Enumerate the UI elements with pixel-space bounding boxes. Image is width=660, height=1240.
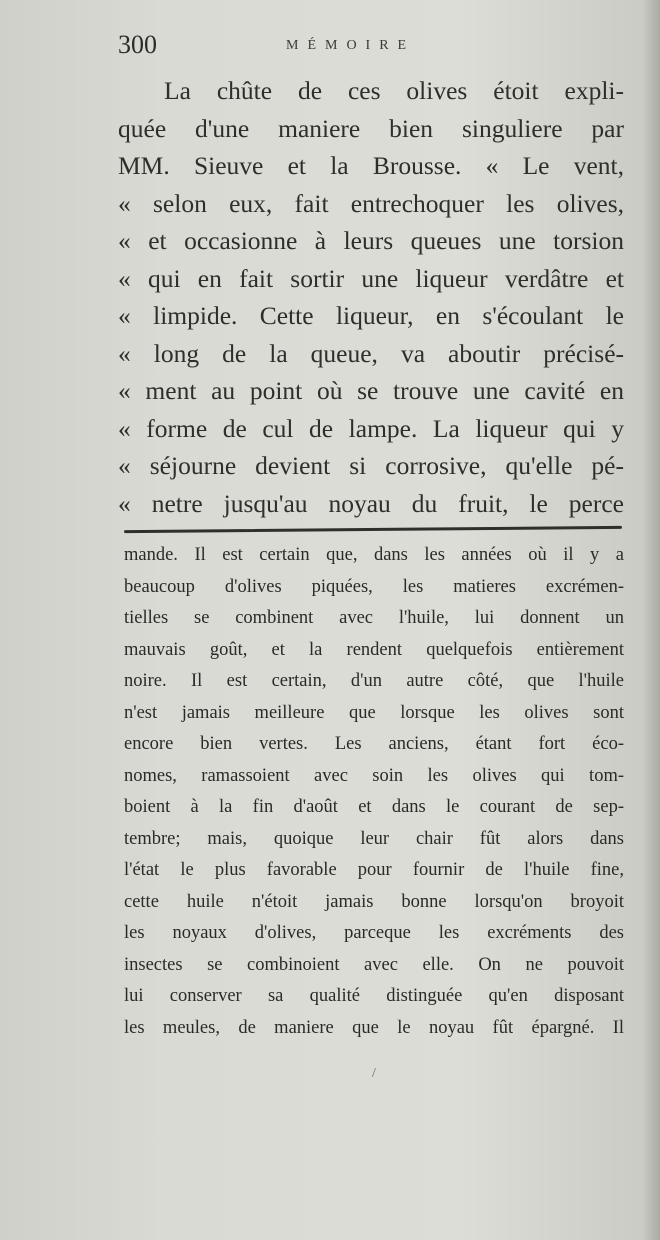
text-line: « qui en fait sortir une liqueur verdâtre et: [118, 263, 624, 293]
footnote-line: mauvais goût, et la rendent quelquefois entièrement: [124, 639, 624, 660]
text-line: « limpide. Cette liqueur, en s'écoulant le: [118, 301, 624, 330]
text-line: « long de la queue, va aboutir précisé-: [118, 338, 624, 368]
stray-ink-mark: /: [372, 1066, 376, 1081]
main-text: [118, 72, 624, 522]
footnote-line: mande. Il est certain que, dans les années où il y a: [124, 545, 624, 565]
footnote-line: l'état le plus favorable pour fournir de l'huile fine,: [124, 860, 624, 880]
text-line: « forme de cul de lampe. La liqueur qui y: [118, 413, 624, 443]
text-line: MM. Sieuve et la Brousse. « Le vent,: [118, 151, 624, 180]
text-line: « selon eux, fait entrechoquer les olives,: [118, 188, 624, 218]
footnote-line: beaucoup d'olives piquées, les matieres excrémen-: [124, 576, 624, 597]
footnote-line: nomes, ramassoient avec soin les olives qui tom-: [124, 765, 624, 786]
footnote-line: cette huile n'étoit jamais bonne lorsqu'on broyoit: [124, 891, 624, 912]
page-header: [118, 30, 638, 64]
text-line: quée d'une maniere bien singuliere par: [118, 113, 624, 143]
footnote-line: les noyaux d'olives, parceque les excréments des: [124, 923, 624, 943]
footnote-line: insectes se combinoient avec elle. On ne pouvoit: [124, 954, 624, 975]
footnote-line: n'est jamais meilleure que lorsque les olives sont: [124, 702, 624, 723]
text-line: « et occasionne à leurs queues une torsion: [118, 226, 624, 255]
footnote-line: noire. Il est certain, d'un autre côté, que l'huile: [124, 671, 624, 691]
footnote-text: [124, 540, 624, 1044]
footnote-line: encore bien vertes. Les anciens, étant fort éco-: [124, 734, 624, 754]
text-line: La chûte de ces olives étoit expli-: [164, 76, 624, 105]
page-edge-shadow: [642, 0, 660, 1240]
footnote-line: boient à la fin d'août et dans le courant de sep-: [124, 797, 624, 817]
running-head: MÉMOIRE: [286, 38, 416, 53]
footnote-line: lui conserver sa qualité distinguée qu'en disposant: [124, 986, 624, 1006]
page-number: 300: [118, 30, 157, 59]
text-line: « séjourne devient si corrosive, qu'elle pé-: [118, 451, 624, 480]
text-line: « netre jusqu'au noyau du fruit, le perce: [118, 488, 624, 518]
footnote-line: les meules, de maniere que le noyau fût épargné. Il: [124, 1017, 624, 1038]
footnote-line: tembre; mais, quoique leur chair fût alors dans: [124, 828, 624, 849]
footnote-divider: [124, 526, 622, 533]
text-line: « ment au point où se trouve une cavité en: [118, 376, 624, 405]
footnote-line: tielles se combinent avec l'huile, lui donnent un: [124, 608, 624, 628]
